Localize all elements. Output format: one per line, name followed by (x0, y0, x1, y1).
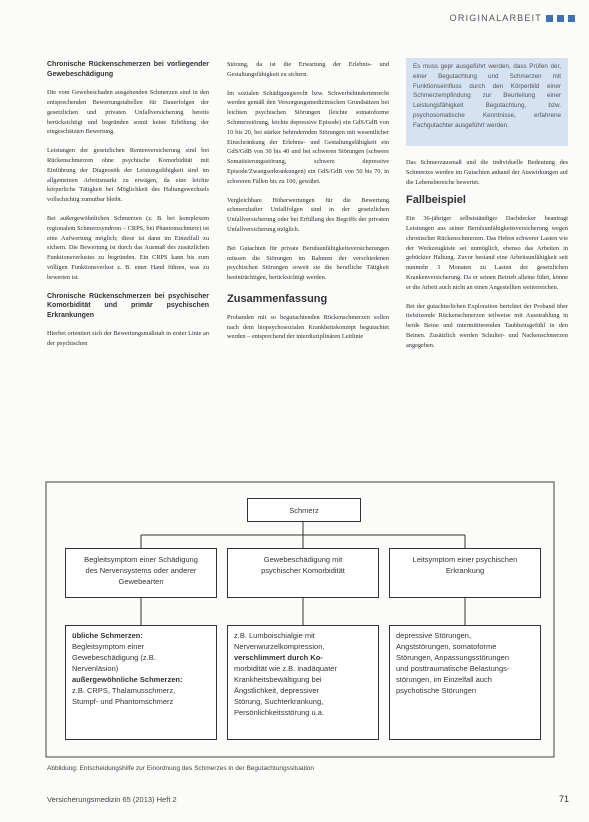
box-line: übliche Schmerzen: (72, 631, 143, 640)
text-column-1 (47, 60, 209, 358)
box-line: Gewebearten (118, 577, 164, 586)
header-square-icon (546, 15, 553, 22)
header-square-icon (557, 15, 564, 22)
box-line: störungen, im Einzelfall auch (396, 675, 492, 684)
section-heading: Zusammenfassung (227, 292, 328, 305)
box-line: z.B. Lumboischialgie mit (234, 631, 315, 640)
text-column-3 (406, 60, 568, 360)
paragraph: Ein 36-jähriger selbstständiger Dachdecker beantragt Leistungen aus seiner Berufsunfähigkeitsversicherung wegen chronischer Rückenschmerzen. Das Heben schwerer Lasten wie der Werkzeugkiste sei unmöglich, ebenso das Arbeiten in gebückter Haltung. Zuvor bestand eine Arbeitsunfähigkeit seit nunmehr 3 Monaten zu Lasten der gesetzlichen Krankenversicherung. Da er seinen Betrieb alleine führt, könne er die Arbeit auch nicht an einen Angestellten weiterreichen. (406, 215, 568, 291)
highlight-box: Es muss gepr ausgeführt werden, dass Prüfen der, einer Begutachtung und Schmerzen mit Funktionseinfluss durch den Körperbild einer Schmerzempfindung zur Beurteilung einer Leistungsfähigkeit Begutachtung, bzw. psychosomatische Kenntnisse, erfahrene Fachgutachter ausgeführt werden. (406, 58, 568, 146)
box-line: Angststörungen, somatoforme (396, 642, 497, 651)
journal-reference: Versicherungsmedizin 65 (2013) Heft 2 (47, 795, 177, 804)
paragraph: Die vom Gewebeschaden ausgehenden Schmerzen sind in den entsprechenden Bewertungstabellen für Dauerfolgen der gesetzlichen und privaten Unfallversicherung bereits berücksichtigt und begründen somit keine Erhöhung der eingeschätzten Bewertung. (47, 89, 209, 136)
page-header (450, 13, 575, 23)
box-line: Krankheitsbewältigung bei (234, 675, 322, 684)
diagram-category-box (65, 548, 217, 598)
paragraph: Leistungen der gesetzlichen Rentenversicherung sind bei Rückenschmerzen ohne psychische Komorbidität mit Einführung der Diagnostik der Leistungsfähigkeit sind im allgemeinen Arbeitsmarkt zu erwägen, da eine leichte körperliche Tätigkeit bei Möglichkeit des Haltungswechsels vollschichtig zumutbar bleibt. (47, 147, 209, 204)
paragraph: Bei außergewöhnlichen Schmerzen (z. B. bei komplexem regionalem Schmerzsyndrom – CRPS, bei Phantomschmerz) ist eine Aufwertung möglich; diese ist dann im Einzelfall zu sichern. Die Bewertung ist durch das Ausmaß des zusätzlichen Funktionsverlustes zu begründen. Ein CRPS kann bis zum völligen Funktionsverlust z. B. einer Hand führen, was zu bewerten ist. (47, 214, 209, 281)
box-line: Erkrankung (445, 566, 485, 575)
box-line: Störungen, Anpassungsstörungen (396, 653, 510, 662)
box-line: Ängstlichkeit, depressiver (234, 686, 320, 695)
section-label: ORIGINALARBEIT (449, 13, 542, 23)
box-line: Persönlichkeitsstörung u.a. (234, 708, 325, 717)
diagram-category-box (389, 548, 541, 598)
diagram-detail-box (227, 625, 379, 740)
box-line: verschlimmert durch Ko- (234, 653, 323, 662)
paragraph: Störung, da ist die Erwartung der Erlebnis- und Gestaltungsfähigkeit zu sichern. (227, 61, 389, 78)
box-line: Gewebeschädigung (z.B. (72, 653, 156, 662)
flow-diagram (45, 480, 555, 760)
figure-caption: Abbildung: Entscheidungshilfe zur Einordnung des Schmerzes in der Begutachtungssituation (47, 765, 315, 772)
section-heading: Fallbeispiel (406, 194, 466, 207)
diagram-category-box (227, 548, 379, 598)
paragraph: Bei Gutachten für private Berufsunfähigkeitsversicherungen müssen die Störungen im Rahmen der verschiedenen psychischen Störungen soweit sie die berufliche Tätigkeit beeinträchtigen, berücksichtigt werden. (227, 244, 389, 282)
paragraph: Das Schmerzausmaß und die individuelle Bedeutung des Schmerzes werden im Gutachten anhand der Auswirkungen auf die Lebensbereiche bewertet. (406, 159, 568, 186)
page-footer (47, 795, 569, 804)
box-line: außergewöhnliche Schmerzen: (72, 675, 183, 684)
paragraph: Probanden mit so begutachtenden Rückenschmerzen sollen nach dem biopsychosozialen Krankheitskonzept begutachtet werden – entsprechend der interdisziplinären Leitlinie (227, 313, 389, 341)
subheading: Chronische Rückenschmerzen bei vorliegender Gewebeschädigung (47, 61, 209, 78)
box-line: Stumpf- und Phantomschmerz (72, 697, 174, 706)
paragraph: Hierbei orientiert sich der Bewertungsmaßstab in erster Linie an der psychischen (47, 330, 209, 348)
header-square-icon (568, 15, 575, 22)
box-line: Nervenwurzelkompression, (234, 642, 325, 651)
box-line: psychischer Komorbidität (261, 566, 345, 575)
box-line: des Nervensystems oder anderer (85, 566, 197, 575)
box-line: depressive Störungen, (396, 631, 472, 640)
paragraph: Im sozialen Schädigungsrecht bzw. Schwerbehindertenrecht werden gemäß den Versorgungsmedizinischen Grundsätzen bei leichten psychischen Störungen (leichte somatoforme Schmerzstörung, leichte depressive Episode) ein GdS/GdB von 10 bis 20, bei stärker behindernden Störungen mit wesentlicher Einschränkung der Erlebnis- und Gestaltungsfähigkeit ein GdS/GdB von 30 bis 40 und bei schweren Störungen (schwere Somatisierungsstörung, schwere depressive Episode/Zwangserkrankungen) ein GdS/GdB von 50 bis 70, in schweren Fällen bis zu 100, gewährt. (227, 89, 389, 185)
box-line: z.B. CRPS, Thalamusschmerz, (72, 686, 176, 695)
box-line: Nervenläsion) (72, 664, 119, 673)
box-line: Begleitsymptom einer Schädigung (84, 555, 198, 564)
paragraph: Vergleichbare Höherwertungen für die Bewertung schmerzhafter Unfallfolgen sind in der gesetzlichen Unfallversicherung oder bei Erfüllung des Begriffs der privaten Unfallversicherung möglich. (227, 196, 389, 233)
box-line: Störung, Suchterkrankung, (234, 697, 324, 706)
subheading: Chronische Rückenschmerzen bei psychischer Komorbidität und primär psychischen Erkrankungen (47, 292, 209, 319)
box-line: Begleitsymptom einer (72, 642, 145, 651)
diagram-root-box: Schmerz (247, 498, 361, 522)
box-line: psychotische Störungen (396, 686, 477, 695)
diagram-detail-box (65, 625, 217, 740)
text-column-2 (227, 60, 389, 351)
box-line: und posttraumatische Belastungs- (396, 664, 510, 673)
diagram-detail-box (389, 625, 541, 740)
page-number: 71 (558, 794, 569, 804)
paragraph: Bei der gutachterlichen Exploration berichtet der Proband über tiefsitzende Rückenschmerzen teilweise mit Ausstrahlung in beide Beine und intermittierenden Taubheitsgefühl in den Beinen. Zusätzlich werden Schulter- und Nackenschmerzen angegeben. (406, 302, 568, 349)
box-line: Leitsymptom einer psychischen (412, 555, 518, 564)
box-line: Gewebeschädigung mit (263, 555, 343, 564)
box-line: morbidität wie z.B. inadäquater (234, 664, 337, 673)
